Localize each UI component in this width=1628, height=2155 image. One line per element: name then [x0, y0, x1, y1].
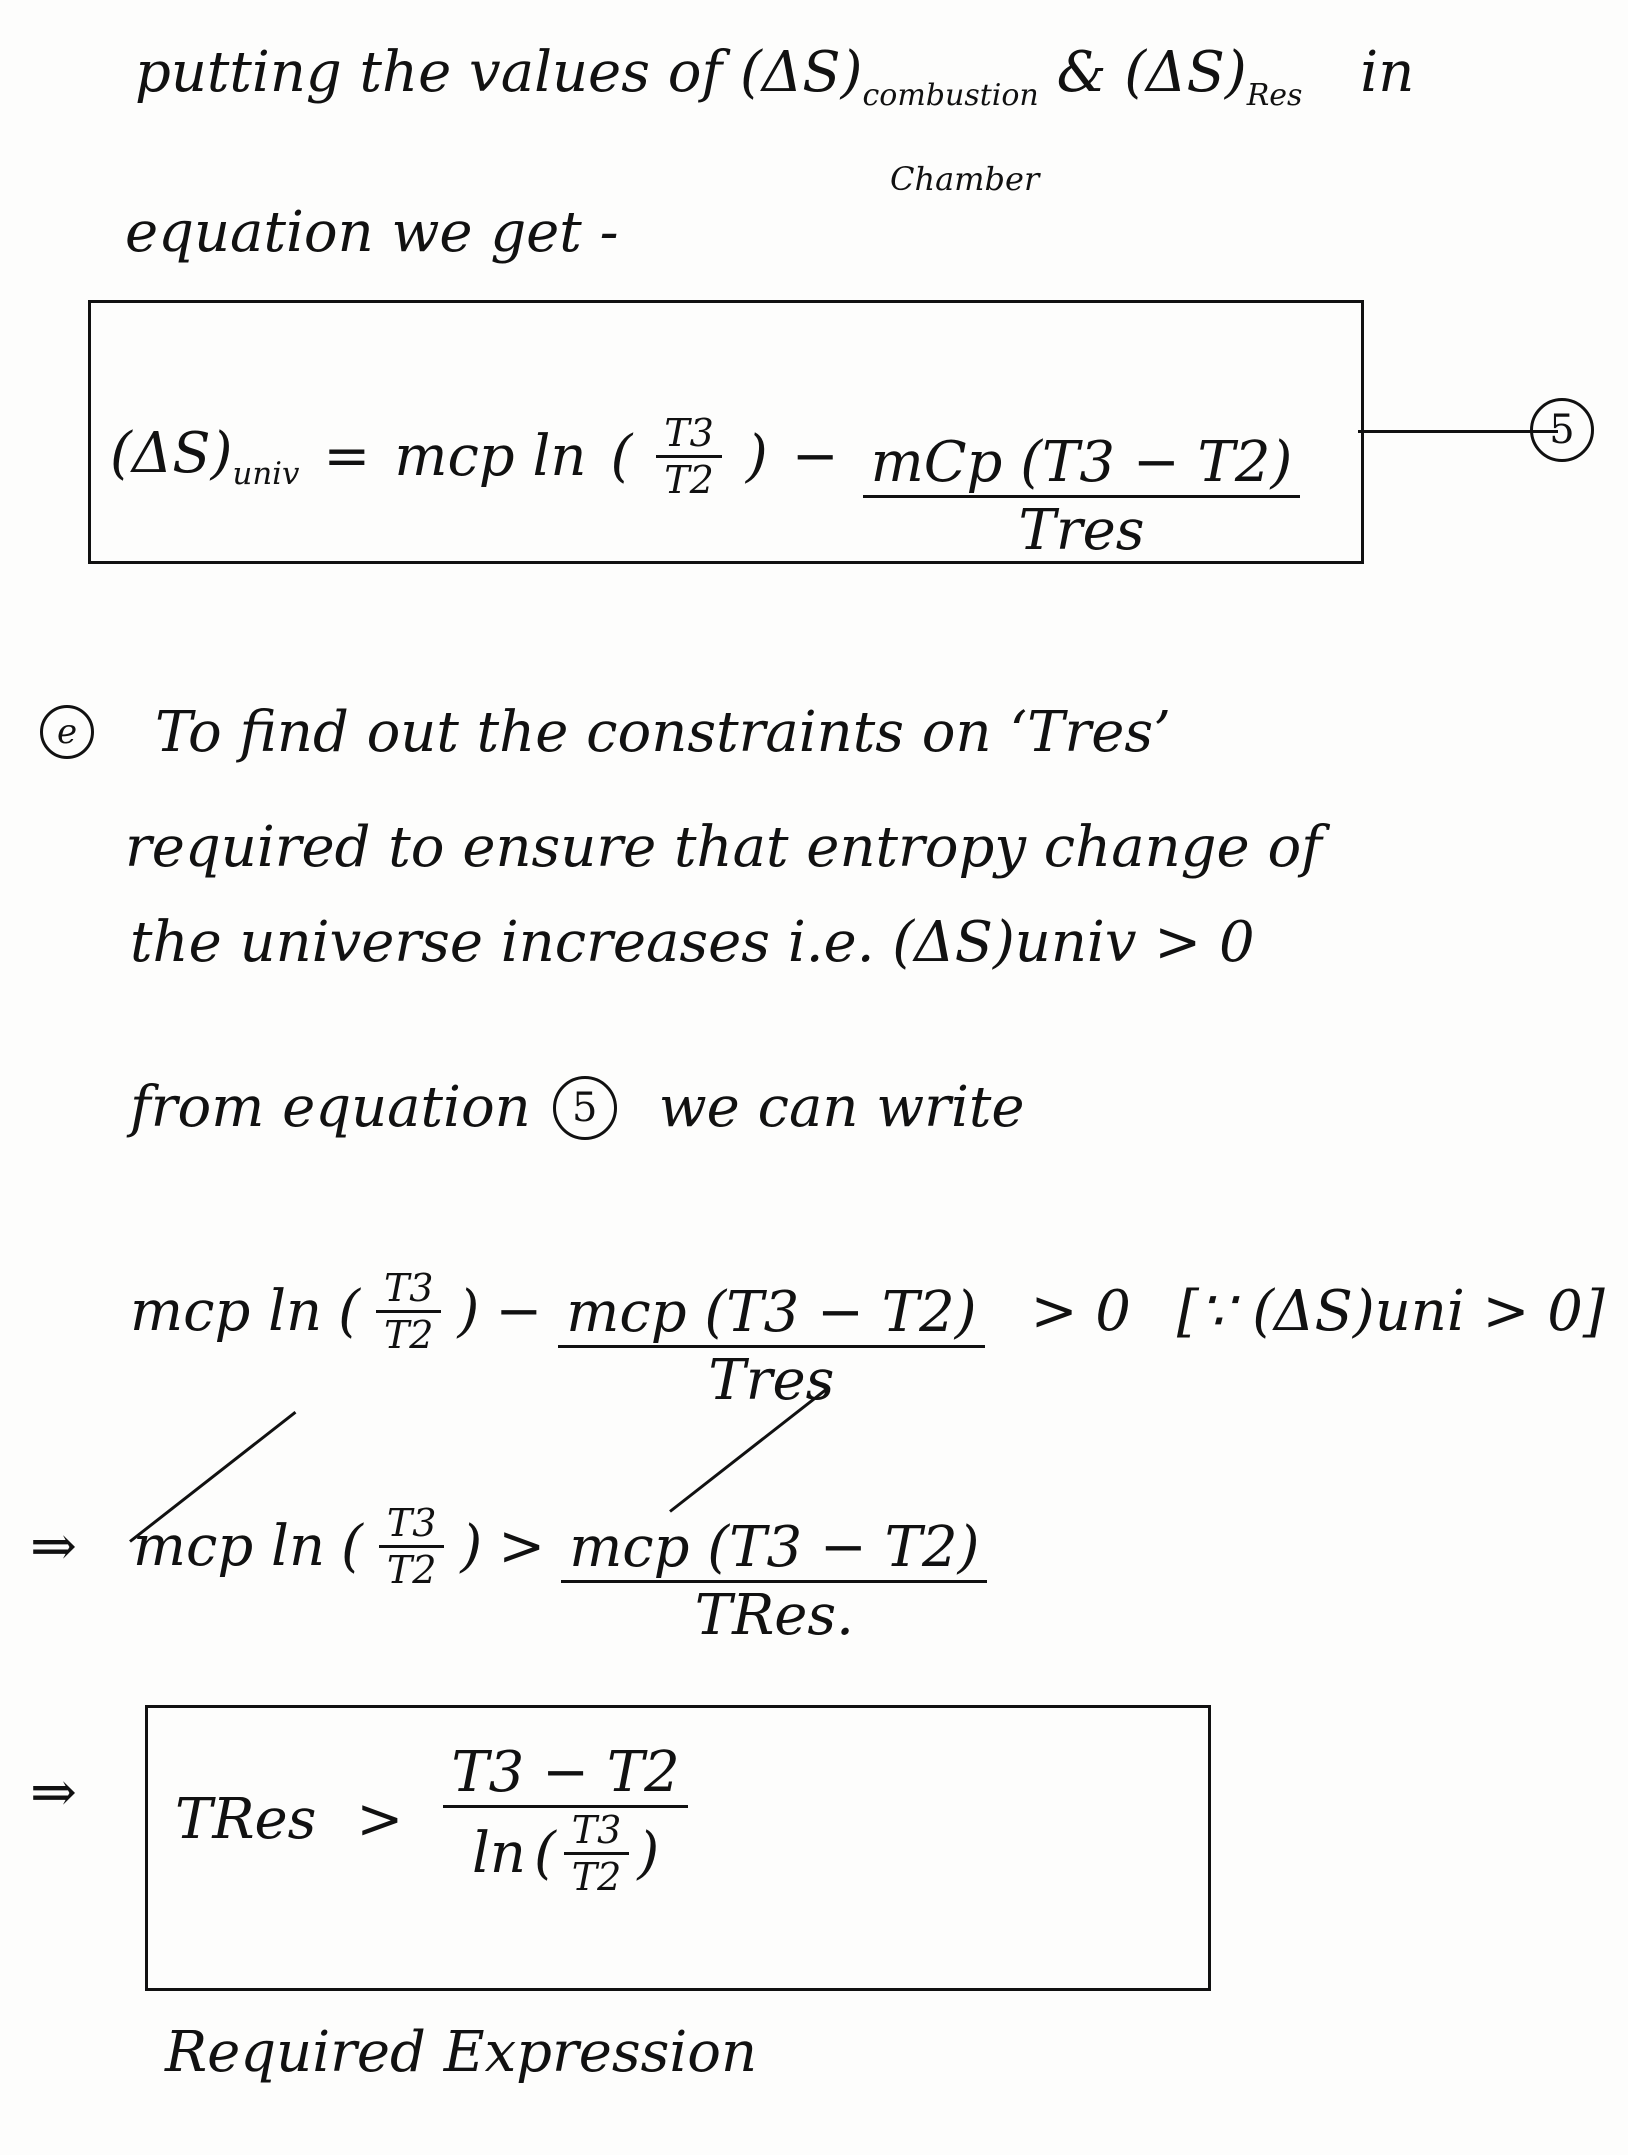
eq5-minus: −: [791, 424, 839, 489]
eq5-lhs: (ΔS): [110, 420, 233, 486]
ineq1-reason: [∵ (ΔS)uni > 0]: [1176, 1279, 1605, 1344]
from-eq-ref: 5: [553, 1076, 617, 1140]
intro-line-2: equation we get -: [125, 200, 619, 265]
equation-5: $(\Delta S)_{univ}$ = mcp ln ( $\frac{T3}{T2}$ ) − $\frac{\text{mCp (T3 − T2)}}{\text{Tres}}$: [110, 350, 1300, 563]
eq5-ratio: $\frac{T3}{T2}$: [656, 411, 722, 502]
sub-res: Res: [1246, 78, 1303, 113]
section-e-line-2: required to ensure that entropy change of: [125, 815, 1322, 880]
intro-line-1: [135, 40, 1414, 113]
intro-amp: & (ΔS): [1056, 40, 1247, 105]
section-e-marker: e: [40, 705, 94, 759]
from-equation-line: from equation 5 we can write: [130, 1075, 1025, 1140]
result-expression: [175, 1740, 688, 1899]
intro-tail: in: [1360, 40, 1415, 105]
eq5-leader-line: [1358, 430, 1558, 433]
section-e-line-1: To find out the constraints on ‘Tres’: [155, 700, 1171, 765]
caption: Required Expression: [165, 2020, 758, 2085]
sub-combustion: combustion: [862, 78, 1039, 113]
eq5-equals: =: [323, 424, 371, 489]
eq5-lhs-sub: univ: [232, 456, 300, 493]
result-fraction: T3 − T2 ln ( $\frac{T3}{T2}$ ): [443, 1740, 687, 1899]
sub-chamber: Chamber: [890, 160, 1040, 198]
intro-text: putting the values of (ΔS): [135, 40, 863, 105]
eq5-term1: mcp ln: [394, 424, 587, 489]
inequality-2: ⇒ mcp ln ( $\frac{T3}{T2}$ ) > $\frac{\text{mcp (T3 − T2)}}{\text{TRes.}}$: [30, 1445, 987, 1648]
result-gt: >: [356, 1787, 404, 1852]
implies-arrow: ⇒: [30, 1514, 77, 1579]
eq5-label: 5: [1530, 398, 1594, 462]
result-arrow: ⇒: [30, 1760, 77, 1825]
section-e-line-3: the universe increases i.e. (ΔS)univ > 0: [130, 910, 1255, 975]
eq5-fraction: $\frac{\text{mCp (T3 − T2)}}{\text{Tres}}$: [863, 430, 1301, 563]
inequality-1: mcp ln ( $\frac{T3}{T2}$ ) − $\frac{\text{mcp (T3 − T2)}}{\text{Tres}}$ > 0 [∵ (ΔS)uni > 0]: [130, 1266, 1605, 1413]
result-lhs: TRes: [175, 1787, 317, 1852]
